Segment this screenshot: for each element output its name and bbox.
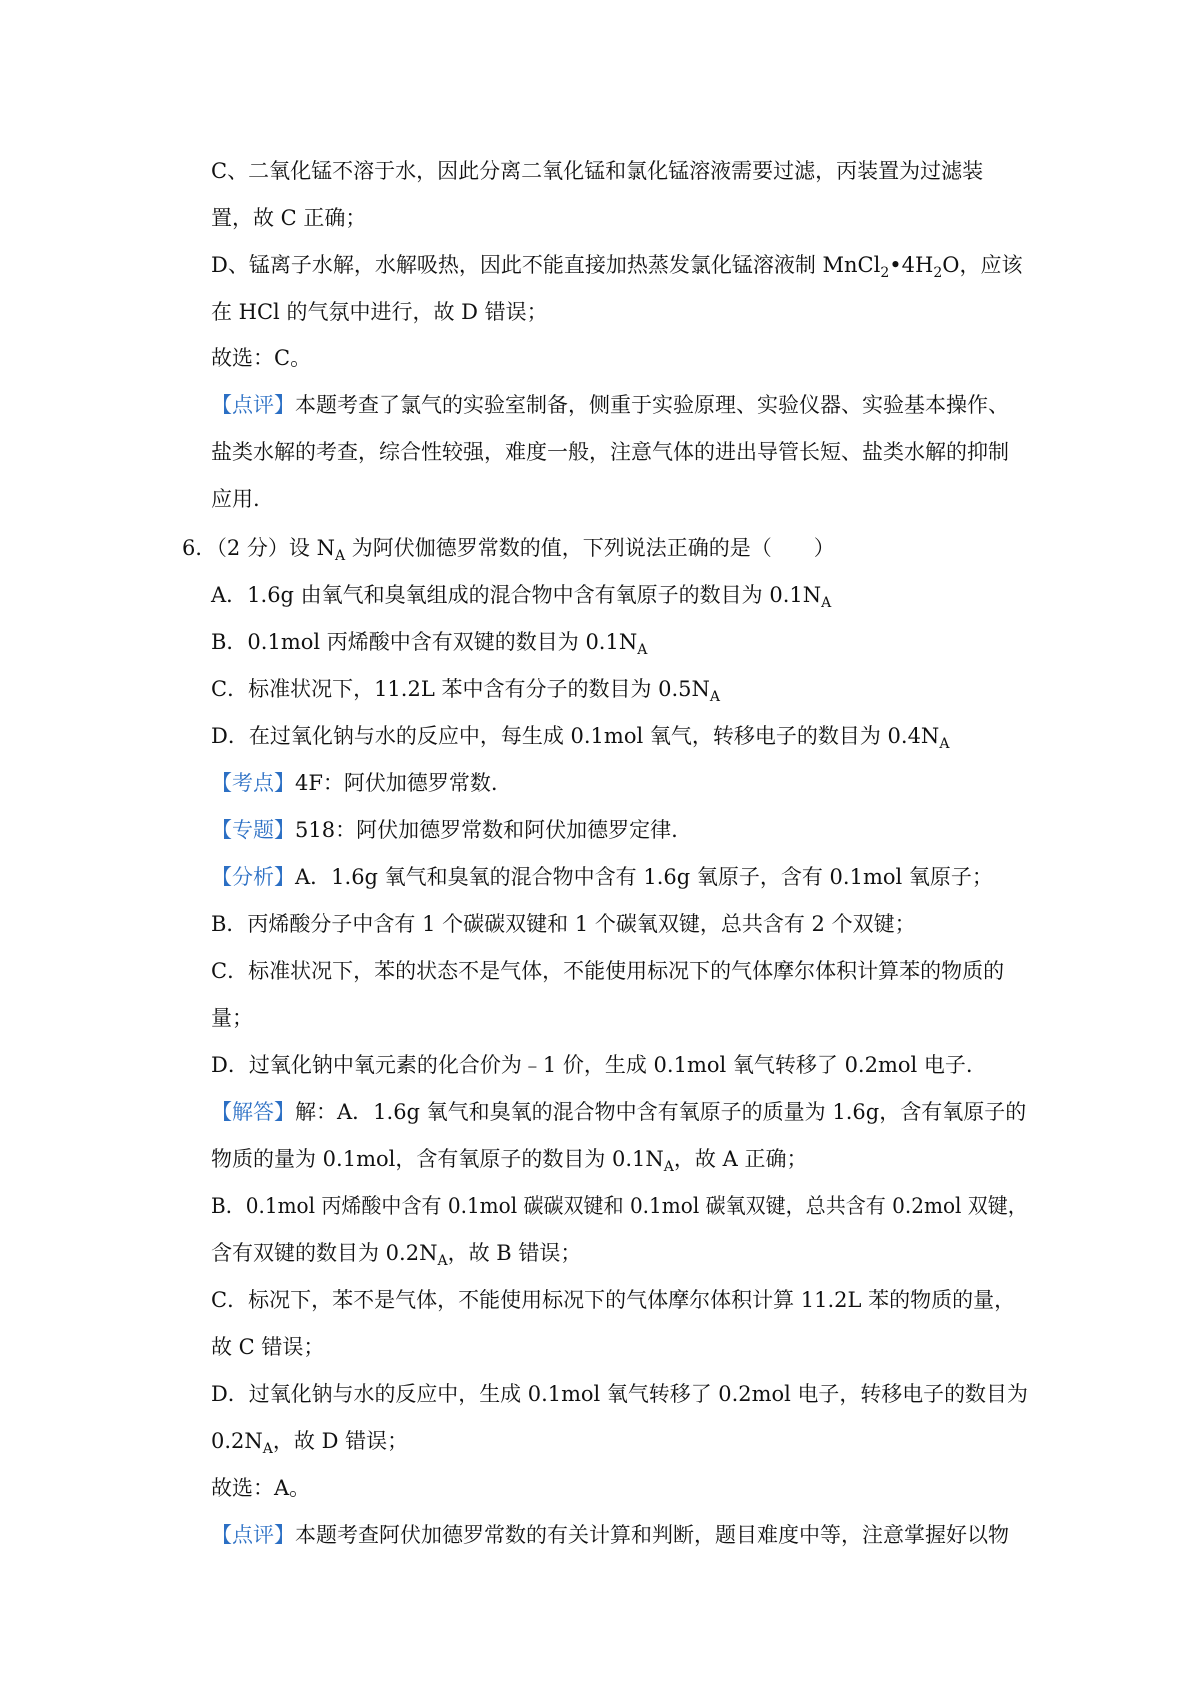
line-text: D．在过氧化钠与水的反应中，每生成 0.1mol 氧气，转移电子的数目为 0.4N: [211, 724, 940, 748]
option-line: [211, 721, 949, 751]
line-text: B．0.1mol 丙烯酸中含有双键的数目为 0.1N: [211, 630, 638, 654]
text-line: [211, 437, 1009, 467]
subscript: A: [262, 1441, 273, 1457]
line-text: 为阿伏伽德罗常数的值，下列说法正确的是（ ）: [345, 536, 835, 560]
section-tag: 【考点】: [211, 771, 295, 795]
section-tag: 【点评】: [211, 1523, 295, 1547]
text-line: [211, 1426, 408, 1456]
line-text: 盐类水解的考查，综合性较强，难度一般，注意气体的进出导管长短、盐类水解的抑制: [211, 440, 1009, 464]
option-line: [211, 627, 647, 657]
line-text: D．过氧化钠与水的反应中，生成 0.1mol 氧气转移了 0.2mol 电子，转移电子的数目为: [211, 1382, 1028, 1406]
section-tag: 【点评】: [211, 393, 295, 417]
line-text: A．1.6g 氧气和臭氧的混合物中含有 1.6g 氧原子，含有 0.1mol 氧原子；: [295, 865, 993, 889]
line-text: 本题考查了氯气的实验室制备，侧重于实验原理、实验仪器、实验基本操作、: [295, 393, 1009, 417]
text-line: [211, 390, 1009, 420]
line-text: •4H: [889, 253, 934, 277]
line-text: C．标准状况下，11.2L 苯中含有分子的数目为 0.5N: [211, 677, 710, 701]
text-line: [211, 1473, 310, 1503]
line-text: ，故 A 正确；: [673, 1147, 808, 1171]
line-text: 518：阿伏加德罗常数和阿伏加德罗定律.: [295, 818, 678, 842]
text-line: [211, 1285, 1015, 1315]
line-text: B．0.1mol 丙烯酸中含有 0.1mol 碳碳双键和 0.1mol 碳氧双键，总共含有 0.2mol 双键，: [211, 1194, 1028, 1218]
line-text: 故选：C。: [211, 346, 312, 370]
text-line: [211, 956, 1004, 986]
line-text: 物质的量为 0.1mol，含有氧原子的数目为 0.1N: [211, 1147, 664, 1171]
subscript: A: [663, 1159, 674, 1175]
subscript: A: [334, 548, 346, 564]
option-line: [211, 674, 720, 704]
line-text: D、锰离子水解，水解吸热，因此不能直接加热蒸发氯化锰溶液制 MnCl: [211, 253, 881, 277]
line-text: ，故 B 错误；: [447, 1241, 582, 1265]
line-text: 含有双键的数目为 0.2N: [211, 1241, 438, 1265]
subscript: 2: [933, 265, 943, 281]
line-text: 故选：A。: [211, 1476, 311, 1500]
subscript: 2: [880, 265, 890, 281]
line-text: O，应该: [942, 253, 1023, 277]
subscript: A: [821, 595, 832, 611]
text-line: [211, 1003, 253, 1033]
text-line: [211, 250, 1022, 280]
line-text: A．1.6g 由氧气和臭氧组成的混合物中含有氧原子的数目为 0.1N: [211, 583, 822, 607]
section-tag: 【解答】: [211, 1100, 295, 1124]
line-text: 在 HCl 的气氛中进行，故 D 错误；: [211, 300, 548, 324]
line-text: 0.2N: [211, 1429, 263, 1453]
section-tag: 【分析】: [211, 865, 295, 889]
line-text: B．丙烯酸分子中含有 1 个碳碳双键和 1 个碳氧双键，总共含有 2 个双键；: [211, 912, 916, 936]
text-line: [211, 815, 678, 845]
text-line: [211, 768, 498, 798]
line-text: 6．（2 分）设 N: [182, 536, 335, 560]
line-text: C．标况下，苯不是气体，不能使用标况下的气体摩尔体积计算 11.2L 苯的物质的量，: [211, 1288, 1016, 1312]
line-text: 4F：阿伏加德罗常数.: [295, 771, 498, 795]
text-line: [211, 1144, 807, 1174]
text-line: [211, 484, 260, 514]
line-text: C．标准状况下，苯的状态不是气体，不能使用标况下的气体摩尔体积计算苯的物质的: [211, 959, 1005, 983]
text-line: [211, 1332, 324, 1362]
line-text: 量；: [211, 1006, 253, 1030]
line-text: ，故 D 错误；: [272, 1429, 409, 1453]
text-line: [211, 1238, 581, 1268]
text-line: [211, 1379, 1028, 1409]
text-line: [211, 1097, 1026, 1127]
text-line: [211, 1191, 1028, 1221]
line-text: 解：A．1.6g 氧气和臭氧的混合物中含有氧原子的质量为 1.6g，含有氧原子的: [295, 1100, 1027, 1124]
text-line: [211, 297, 548, 327]
line-text: 置，故 C 正确；: [211, 206, 367, 230]
text-line: [211, 343, 311, 373]
line-text: D．过氧化钠中氧元素的化合价为﹣1 价，生成 0.1mol 氧气转移了 0.2mol 电子.: [211, 1053, 973, 1077]
line-text: 本题考查阿伏加德罗常数的有关计算和判断，题目难度中等，注意掌握好以物: [295, 1523, 1009, 1547]
line-text: 故 C 错误；: [211, 1335, 325, 1359]
text-line: [211, 1520, 1009, 1550]
text-line: [211, 909, 916, 939]
subscript: A: [637, 642, 648, 658]
subscript: A: [939, 736, 950, 752]
option-line: [211, 580, 831, 610]
text-line: [211, 156, 983, 186]
subscript: A: [437, 1253, 448, 1269]
text-line: [211, 203, 366, 233]
line-text: C、二氧化锰不溶于水，因此分离二氧化锰和氯化锰溶液需要过滤，丙装置为过滤装: [211, 159, 984, 183]
subscript: A: [709, 689, 721, 705]
question-line: [182, 533, 835, 563]
text-line: [211, 862, 993, 892]
line-text: 应用.: [211, 487, 260, 511]
section-tag: 【专题】: [211, 818, 295, 842]
text-line: [211, 1050, 973, 1080]
